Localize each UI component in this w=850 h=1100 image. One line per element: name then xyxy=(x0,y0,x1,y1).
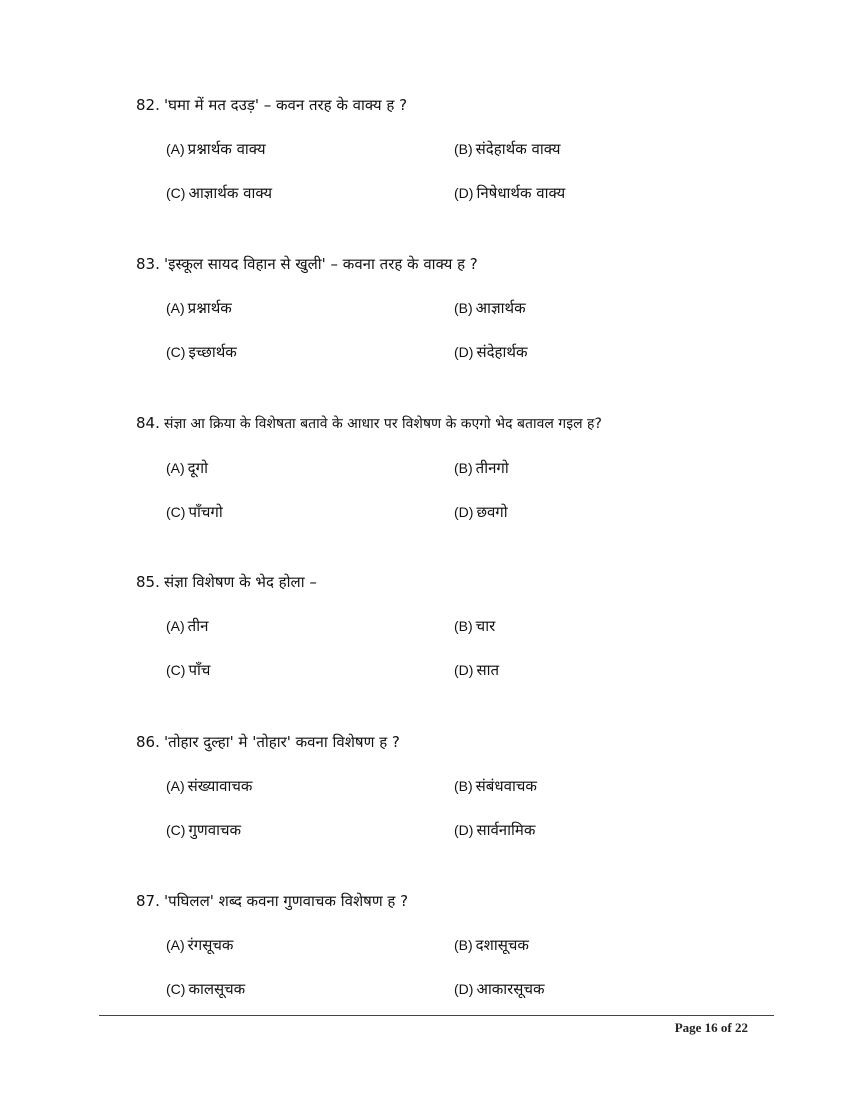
question-text: 'इस्कूल सायद विहान से खुली' – कवना तरह के वाक्य ह ? xyxy=(164,255,478,273)
question-number: 84. xyxy=(136,414,160,432)
option-c: (C) पाँचगो xyxy=(166,503,223,521)
question-84 xyxy=(136,413,776,522)
footer-divider xyxy=(99,1015,774,1016)
option-c: (C) इच्छार्थक xyxy=(166,343,237,361)
question-86 xyxy=(136,732,776,840)
option-a: (A) दूगो xyxy=(166,459,208,477)
option-a: (A) संख्यावाचक xyxy=(166,777,253,795)
question-text: 'पघिलल' शब्द कवना गुणवाचक विशेषण ह ? xyxy=(164,892,409,910)
question-87 xyxy=(136,891,776,999)
question-text: 'तोहार दुल्हा' मे 'तोहार' कवना विशेषण ह ? xyxy=(164,733,400,751)
option-b: (B) चार xyxy=(454,617,496,635)
option-b: (B) तीनगो xyxy=(454,459,509,477)
option-c: (C) गुणवाचक xyxy=(166,821,241,839)
question-number: 87. xyxy=(136,892,160,910)
option-a: (A) प्रश्नार्थक वाक्य xyxy=(166,140,266,158)
option-a: (A) रंगसूचक xyxy=(166,936,234,954)
option-c: (C) पाँच xyxy=(166,661,211,679)
option-b: (B) संबंधवाचक xyxy=(454,777,537,795)
question-text: 'घमा में मत दउड़' – कवन तरह के वाक्य ह ? xyxy=(164,96,408,114)
question-number: 82. xyxy=(136,96,160,114)
option-d: (D) सार्वनामिक xyxy=(454,821,536,839)
option-a: (A) प्रश्नार्थक xyxy=(166,299,232,317)
question-number: 83. xyxy=(136,255,160,273)
option-b: (B) आज्ञार्थक xyxy=(454,299,526,317)
option-b: (B) संदेहार्थक वाक्य xyxy=(454,140,561,158)
option-c: (C) कालसूचक xyxy=(166,980,246,998)
option-d: (D) संदेहार्थक xyxy=(454,343,528,361)
question-83 xyxy=(136,254,776,362)
option-d: (D) निषेधार्थक वाक्य xyxy=(454,184,566,202)
question-number: 85. xyxy=(136,573,160,591)
option-d: (D) सात xyxy=(454,661,500,679)
option-c: (C) आज्ञार्थक वाक्य xyxy=(166,184,273,202)
question-85 xyxy=(136,572,776,680)
option-d: (D) आकारसूचक xyxy=(454,980,545,998)
question-number: 86. xyxy=(136,733,160,751)
option-b: (B) दशासूचक xyxy=(454,936,529,954)
page-number: Page 16 of 22 xyxy=(674,1020,748,1035)
option-d: (D) छवगो xyxy=(454,503,508,521)
question-text: संज्ञा आ क्रिया के विशेषता बतावे के आधार पर विशेषण के कएगो भेद बतावल गइल ह? xyxy=(164,416,602,432)
question-82 xyxy=(136,95,776,203)
question-text: संज्ञा विशेषण के भेद होला – xyxy=(164,573,317,591)
option-a: (A) तीन xyxy=(166,617,209,635)
